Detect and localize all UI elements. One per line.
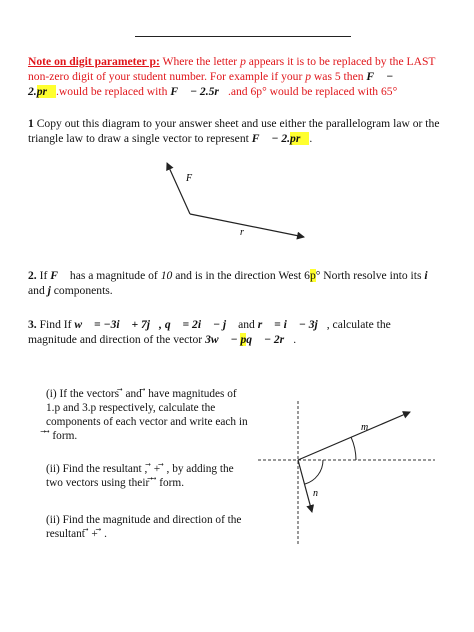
note-expr-c: F⃗ − 2.5r⃗ [170,85,228,98]
q2-F: F⃗ [50,269,67,282]
q3-t2: and [235,318,258,331]
q2-number: 2. [28,269,37,282]
q3-v1: 3w⃗ − [205,333,241,346]
label-F: F⃗ [186,173,200,184]
note-text-5: .and 6p° would be replaced with 65° [227,85,398,98]
q3-r: r⃗ = i⃗ − 3j⃗ [257,318,327,331]
note-text-3: was 5 then [311,70,367,83]
vector-n-line [298,460,312,512]
vector-F-line [167,163,190,214]
question-3 [28,317,440,347]
q3-t1: Find If [36,318,75,331]
q1-end: . [309,132,313,145]
q3-v3: q⃗ − 2r⃗ [246,333,294,346]
q1-text: Copy out this diagram to your answer sheet and use either the parallelogram law or the triangle law to draw a single vector to represent [28,117,440,145]
label-r: r⃗ [240,227,252,238]
part-i: (i) If the vectors ⃗ and ⃗ have magnitudes of 1.p and 3.p respectively, calculate the components of each vector and write each in ⃗ ⃗ form. [46,388,248,442]
q1-expr-b: pr⃗ [290,132,310,145]
question-2 [28,268,440,298]
note-p: p [240,55,246,68]
note-text-1: Where the letter [159,55,241,68]
label-m: m⃗ [361,422,376,433]
note-expr-b: pr⃗ [36,85,57,98]
q3-v2: p [240,333,247,346]
q2-t7: components. [50,284,113,297]
label-n: n⃗ [313,488,326,499]
q2-t4: ° North resolve [315,269,390,282]
q3-number: 3. [28,318,37,331]
q2-t3: and is in the direction West 6 [172,269,310,282]
note-text-2: appears it is to be replaced by the LAST non-zero digit of your student number. For example if your [28,55,436,83]
q2-t5: into its [389,269,425,282]
q1-number: 1 [28,117,34,130]
q3-w: w⃗ = −3i⃗ + 7j⃗, q⃗ = 2i⃗ − j⃗ [74,318,236,331]
note-expr-a: F⃗ − 2. [28,70,394,98]
q2-t6: and [28,284,48,297]
q2-j: j [47,284,51,297]
note-text-4: .would be replaced with [56,85,171,98]
angle-arc-n [305,460,323,484]
q1-expr-a: F⃗ − 2. [251,132,291,145]
vector-m-line [298,412,410,460]
angle-arc-m [351,437,356,460]
q2-p: p [309,269,316,282]
q2-i: i [424,269,428,282]
q3-end: . [293,333,297,346]
q2-t1: If [36,269,51,282]
q3-t3: , calculate the magnitude and direction of the vector [28,318,391,346]
part-ii: (ii) Find the resultant , ⃗ + ⃗ , by adding the two vectors using their ⃗ ⃗ form. [46,463,234,489]
note-p-2: p [305,70,312,83]
part-iii: (ii) Find the magnitude and direction of the resultant ⃗ + ⃗ . [46,514,242,540]
note-lead: Note on digit parameter p: [28,55,160,68]
q2-t2: has a magnitude of [67,269,161,282]
q2-mag: 10 [160,269,173,282]
